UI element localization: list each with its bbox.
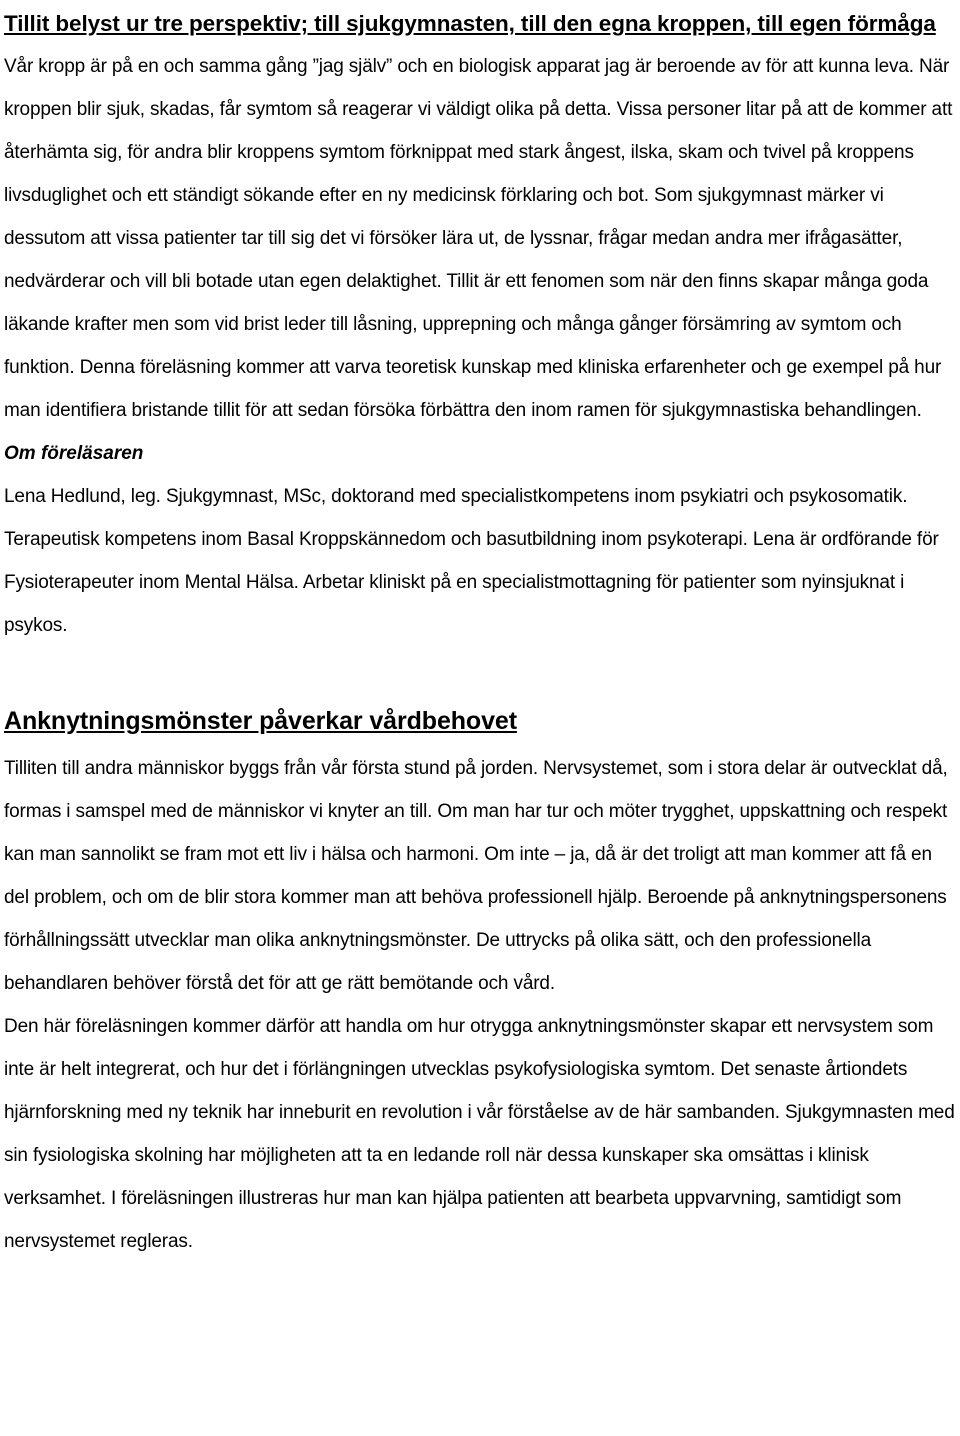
section-2-body-2: Den här föreläsningen kommer därför att handla om hur otrygga anknytningsmönster skapar ett nervsystem som inte är helt integrerat, och hur det i förlängningen utvecklas psykofysiologiska symtom. Det senaste årtiondets hjärnforskning med ny teknik har inneburit en revolution i vår förståelse av de här sambanden. Sjukgymnasten med sin fysiologiska skolning har möjligheten att ta en ledande roll när dessa kunskaper ska omsättas i klinisk verksamhet. I föreläsningen illustreras hur man kan hjälpa patienten att bearbeta uppvarvning, samtidigt som nervsystemet regleras. — [4, 1016, 955, 1252]
section-2-body-1: Tilliten till andra människor byggs från vår första stund på jorden. Nervsystemet, som i stora delar är outvecklat då, formas i samspel med de människor vi knyter an till. Om man har tur och möter trygghet, uppskattning och respekt kan man sannolikt se fram mot ett liv i hälsa och harmoni. Om inte – ja, då är det troligt att man kommer att få en del problem, och om de blir stora kommer man att behöva professionell hjälp. Beroende på anknytningspersonens förhållningssätt utvecklar man olika anknytningsmönster. De uttrycks på olika sätt, och den professionella behandlaren behöver förstå det för att ge rätt bemötande och vård. — [4, 758, 948, 994]
section-1-title: Tillit belyst ur tre perspektiv; till sjukgymnasten, till den egna kroppen, till egen förmåga — [4, 11, 936, 36]
section-divider-space — [4, 647, 956, 701]
about-lecturer-body: Lena Hedlund, leg. Sjukgymnast, MSc, doktorand med specialistkompetens inom psykiatri och psykosomatik. Terapeutisk kompetens inom Basal Kroppskännedom och basutbildning inom psykoterapi. Lena är ordförande för Fysioterapeuter inom Mental Hälsa. Arbetar kliniskt på en specialistmottagning för patienter som nyinsjuknat i psykos. — [4, 486, 939, 636]
about-lecturer-heading: Om föreläsaren — [4, 443, 144, 464]
section-1-body: Vår kropp är på en och samma gång ”jag själv” och en biologisk apparat jag är beroende av för att kunna leva. När kroppen blir sjuk, skadas, får symtom så reagerar vi väldigt olika på detta. Vissa personer litar på att de kommer att återhämta sig, för andra blir kroppens symtom förknippat med stark ångest, ilska, skam och tvivel på kroppens livsduglighet och ett ständigt sökande efter en ny medicinsk förklaring och bot. Som sjukgymnast märker vi dessutom att vissa patienter tar till sig det vi försöker lära ut, de lyssnar, frågar medan andra mer ifrågasätter, nedvärderar och vill bli botade utan egen delaktighet. Tillit är ett fenomen som när den finns skapar många goda läkande krafter men som vid brist leder till låsning, upprepning och många gånger försämring av symtom och funktion. Denna föreläsning kommer att varva teoretisk kunskap med kliniska erfarenheter och ge exempel på hur man identifiera bristande tillit för att sedan försöka förbättra den inom ramen för sjukgymnastiska behandlingen. — [4, 56, 953, 421]
section-2-title: Anknytningsmönster påverkar vårdbehovet — [4, 707, 517, 735]
